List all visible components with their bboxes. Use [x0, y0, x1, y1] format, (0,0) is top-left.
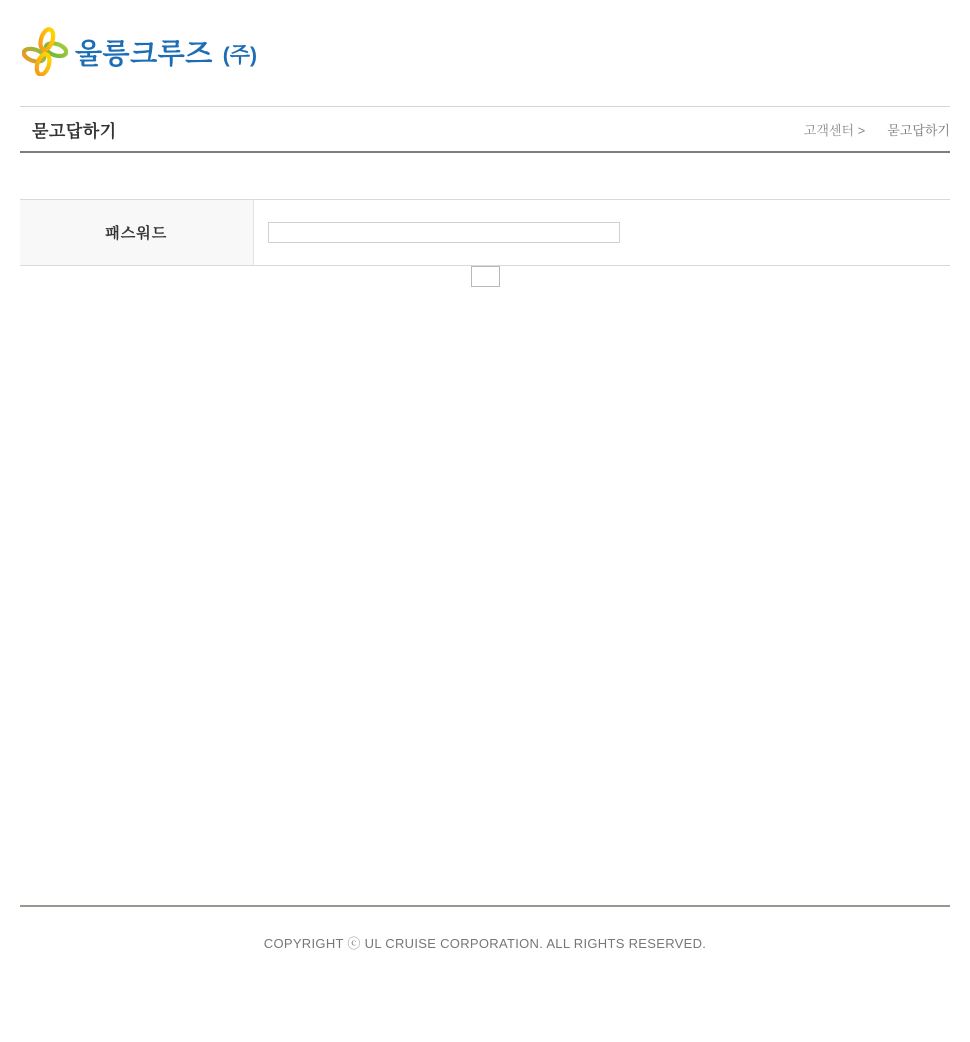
logo[interactable] [0, 0, 970, 76]
site-header [0, 0, 970, 106]
site-footer [20, 905, 950, 952]
logo-company-name: 울릉크루즈 [75, 37, 213, 69]
breadcrumb-current: 묻고답하기 [887, 122, 950, 138]
pinwheel-flower-logo-icon [22, 27, 68, 76]
empty-space [20, 287, 950, 905]
table-row [20, 200, 950, 266]
button-row [20, 266, 950, 287]
password-cell [253, 200, 950, 266]
breadcrumb [804, 120, 950, 139]
password-form [20, 199, 950, 287]
password-label: 패스워드 [20, 200, 253, 266]
logo-company-suffix: (주) [222, 43, 258, 67]
copyright-text: COPYRIGHT ⓒ UL CRUISE CORPORATION. ALL RIGHTS RESERVED. [263, 936, 707, 951]
password-input[interactable] [268, 222, 620, 243]
page-title: 묻고답하기 [32, 121, 117, 141]
title-bar [20, 106, 950, 153]
submit-button[interactable] [471, 266, 500, 287]
breadcrumb-parent[interactable]: 고객센터 > [803, 122, 866, 138]
password-table [20, 199, 950, 266]
main-content [20, 106, 950, 905]
